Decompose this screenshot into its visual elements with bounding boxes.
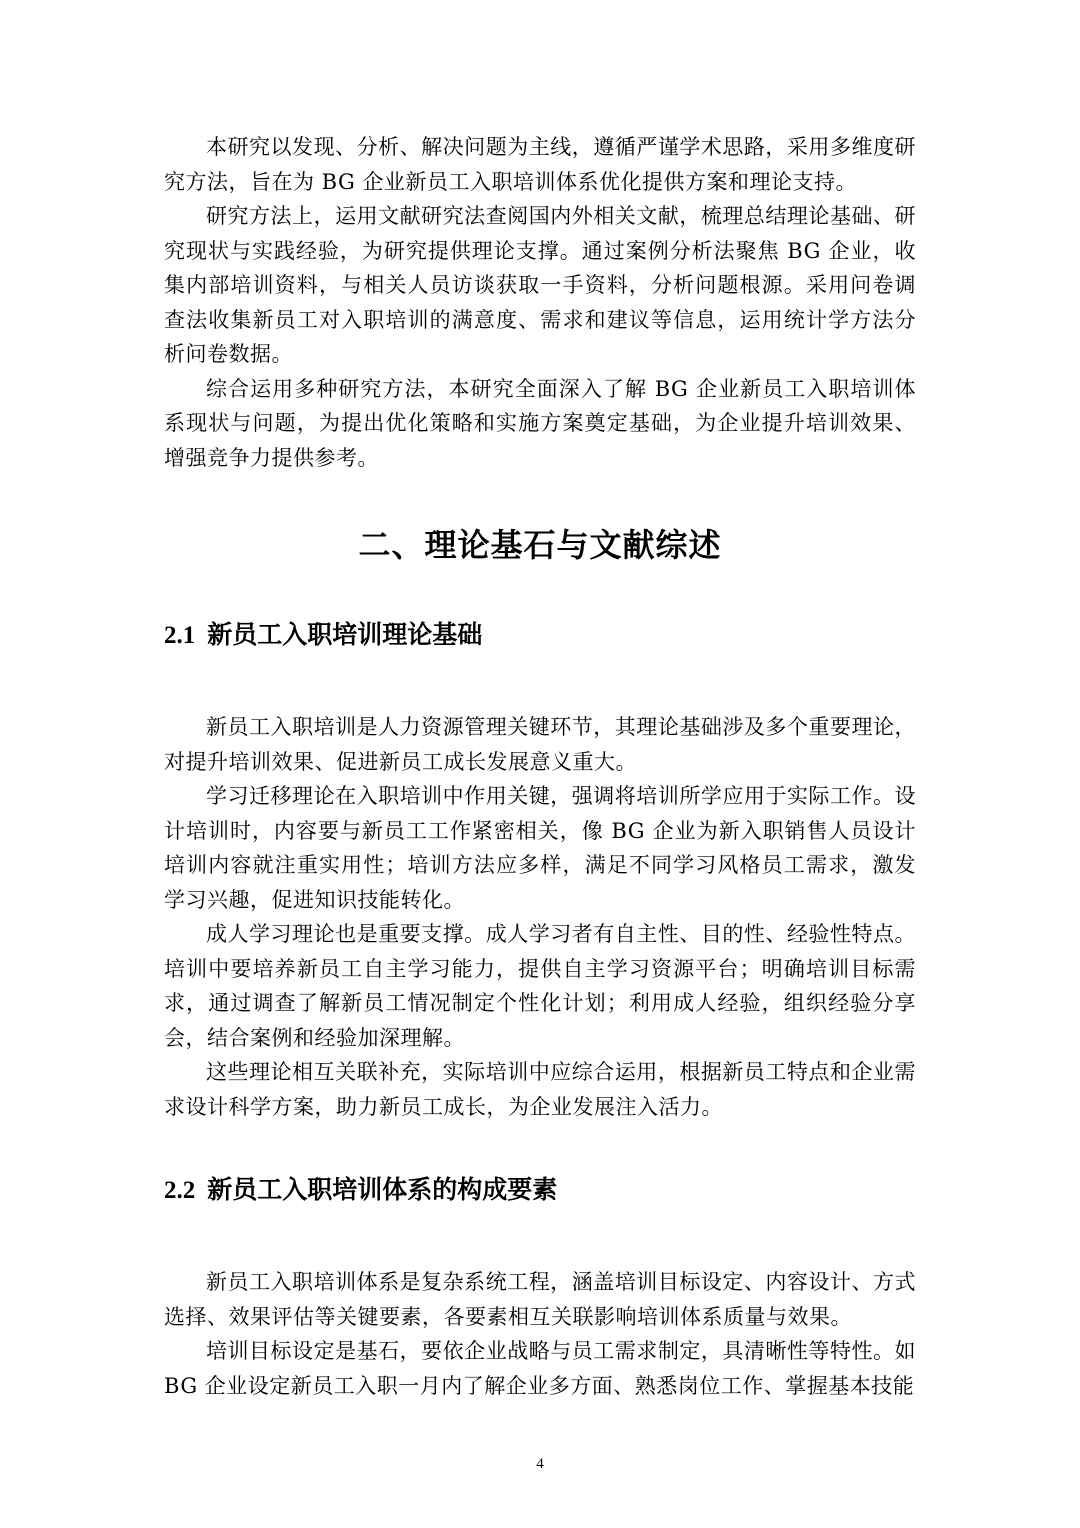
section-2-1-body [164,710,916,1124]
chapter-title: 二、理论基石与文献综述 [358,526,722,564]
section-heading-2-1 [164,615,916,656]
section-number: 2.1 [164,622,196,649]
page-content [164,130,916,1403]
section-heading-2-2 [164,1170,916,1211]
section-2-2-body [164,1265,916,1403]
section-2-2-paragraph-1: 新员工入职培训体系是复杂系统工程，涵盖培训目标设定、内容设计、方式选择、效果评估等关键要素，各要素相互关联影响培训体系质量与效果。 [164,1270,916,1329]
intro-paragraph-2: 研究方法上，运用文献研究法查阅国内外相关文献，梳理总结理论基础、研究现状与实践经验，为研究提供理论支撑。通过案例分析法聚焦 BG 企业，收集内部培训资料，与相关人员访谈获取一手资料，分析问题根源。采用问卷调查法收集新员工对入职培训的满意度、需求和建议等信息，运用统计学方法分析问卷数据。 [164,204,916,366]
page-number: 4 [536,1456,544,1472]
intro-paragraph-3: 综合运用多种研究方法，本研究全面深入了解 BG 企业新员工入职培训体系现状与问题，为提出优化策略和实施方案奠定基础，为企业提升培训效果、增强竞争力提供参考。 [164,376,916,470]
section-title: 新员工入职培训理论基础 [207,620,483,649]
intro-paragraph-1: 本研究以发现、分析、解决问题为主线，遵循严谨学术思路，采用多维度研究方法，旨在为 BG 企业新员工入职培训体系优化提供方案和理论支持。 [164,135,916,194]
section-2-1-paragraph-4: 这些理论相互关联补充，实际培训中应综合运用，根据新员工特点和企业需求设计科学方案，助力新员工成长，为企业发展注入活力。 [164,1060,916,1119]
section-2-1-paragraph-1: 新员工入职培训是人力资源管理关键环节，其理论基础涉及多个重要理论，对提升培训效果、促进新员工成长发展意义重大。 [164,715,916,774]
section-2-1-paragraph-2: 学习迁移理论在入职培训中作用关键，强调将培训所学应用于实际工作。设计培训时，内容要与新员工工作紧密相关，像 BG 企业为新入职销售人员设计培训内容就注重实用性；培训方法应多样，满足不同学习风格员工需求，激发学习兴趣，促进知识技能转化。 [164,784,916,912]
section-title: 新员工入职培训体系的构成要素 [207,1175,558,1204]
section-2-1-paragraph-3: 成人学习理论也是重要支撑。成人学习者有自主性、目的性、经验性特点。培训中要培养新员工自主学习能力，提供自主学习资源平台；明确培训目标需求，通过调查了解新员工情况制定个性化计划；利用成人经验，组织经验分享会，结合案例和经验加深理解。 [164,922,916,1050]
section-2-2-paragraph-2: 培训目标设定是基石，要依企业战略与员工需求制定，具清晰性等特性。如 BG 企业设定新员工入职一月内了解企业多方面、熟悉岗位工作、掌握基本技能 [164,1339,916,1398]
section-number: 2.2 [164,1177,196,1204]
